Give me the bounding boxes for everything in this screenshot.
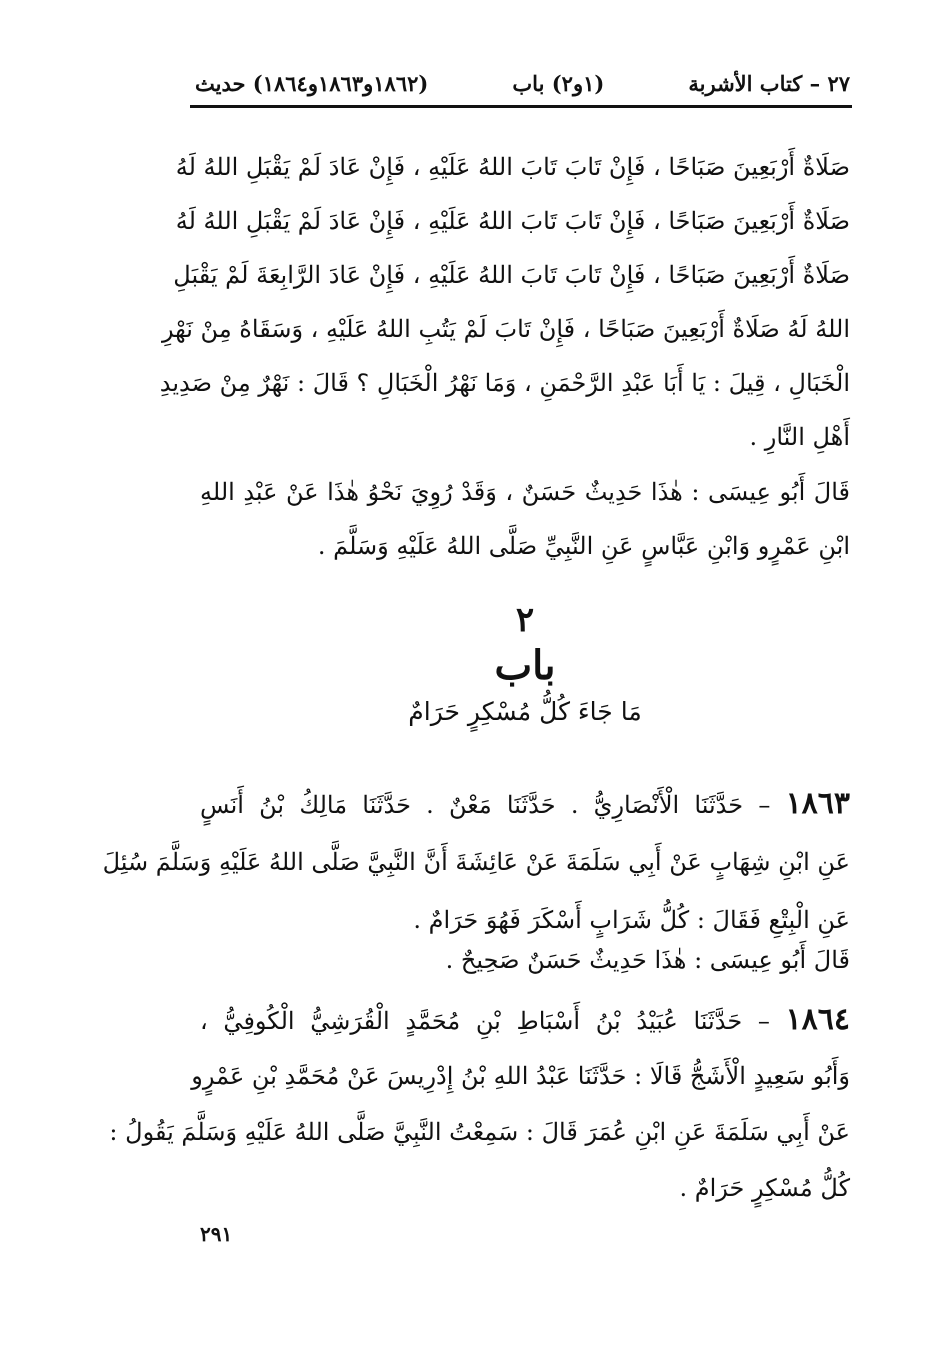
text-line: صَلَاةٌ أَرْبَعِينَ صَبَاحًا ، فَإِنْ تَابَ تَابَ اللهُ عَلَيْهِ ، فَإِنْ عَادَ لَمْ يَقْبَلِ اللهُ لَهُ [175, 207, 850, 235]
text-line: ابْنِ عَمْرٍو وَابْنِ عَبَّاسٍ عَنِ النَّبِيِّ صَلَّى اللهُ عَلَيْهِ وَسَلَّمَ . [317, 532, 850, 560]
header-hadith-range: (١٨٦٢و١٨٦٣و١٨٦٤) حديث [195, 70, 429, 96]
chapter-title: مَا جَاءَ كُلُّ مُسْكِرٍ حَرَامٌ [408, 697, 642, 726]
text-line: أَهْلِ النَّارِ . [749, 423, 850, 451]
text-line: قَالَ أَبُو عِيسَى : هٰذَا حَدِيثٌ حَسَنٌ صَحِيحٌ . [445, 946, 850, 974]
text-line: عَنْ أَبِي سَلَمَةَ عَنِ ابْنِ عُمَرَ قَالَ : سَمِعْتُ النَّبِيَّ صَلَّى اللهُ عَلَيْهِ وَسَلَّمَ يَقُولُ : [109, 1118, 850, 1146]
header-book-title: ٢٧ – كتاب الأشربة [688, 70, 850, 96]
abu-isa-comment-paragraph [200, 465, 850, 573]
page-number: ٢٩١ [200, 1222, 233, 1246]
hadith-1863 [102, 775, 851, 949]
text-line: اللهُ لَهُ صَلَاةٌ أَرْبَعِينَ صَبَاحًا ، فَإِنْ تَابَ لَمْ يَتُبِ اللهُ عَلَيْهِ ، وَسَقَاهُ مِنْ نَهْرِ [161, 315, 850, 343]
header-chapter-range: (١و٢) باب [512, 70, 605, 96]
continued-hadith-paragraph [159, 140, 850, 464]
text-line: كُلُّ مُسْكِرٍ حَرَامٌ . [679, 1174, 850, 1202]
text-line: عَنِ ابْنِ شِهَابٍ عَنْ أَبِي سَلَمَةَ عَنْ عَائِشَةَ أَنَّ النَّبِيَّ صَلَّى اللهُ عَلَيْهِ وَسَلَّمَ سُئِلَ [102, 848, 850, 876]
header-rule [190, 105, 852, 108]
text-line [200, 992, 850, 1048]
text-line: وَأَبُو سَعِيدٍ الْأَشَجُّ قَالَا : حَدَّثَنَا عَبْدُ اللهِ بْنُ إِدْرِيسَ عَنْ مُحَمَّدِ بْنِ عَمْرٍو [191, 1062, 850, 1090]
hadith-text: – حَدَّثَنَا الْأَنْصَارِيُّ . حَدَّثَنَا مَعْنٌ . حَدَّثَنَا مَالِكُ بْنُ أَنَسٍ [200, 791, 771, 819]
text-line [200, 775, 850, 833]
text-line: صَلَاةٌ أَرْبَعِينَ صَبَاحًا ، فَإِنْ تَابَ تَابَ اللهُ عَلَيْهِ ، فَإِنْ عَادَ لَمْ يَقْبَلِ اللهُ لَهُ [175, 153, 850, 181]
text-line: قَالَ أَبُو عِيسَى : هٰذَا حَدِيثٌ حَسَنٌ ، وَقَدْ رُوِيَ نَحْوُ هٰذَا عَنْ عَبْدِ اللهِ [200, 478, 850, 506]
running-header [195, 66, 850, 100]
hadith-1863-grading [200, 935, 850, 985]
hadith-1864 [109, 992, 850, 1216]
chapter-heading: باب [494, 642, 556, 689]
text-line: عَنِ الْبِتْعِ فَقَالَ : كُلُّ شَرَابٍ أَسْكَرَ فَهُوَ حَرَامٌ . [413, 906, 850, 934]
hadith-number: ١٨٦٤ [785, 1002, 850, 1037]
text-line: صَلَاةٌ أَرْبَعِينَ صَبَاحًا ، فَإِنْ تَابَ تَابَ اللهُ عَلَيْهِ ، فَإِنْ عَادَ الرَّابِعَةَ لَمْ يَقْبَلِ [173, 261, 850, 289]
text-line: الْخَبَالِ ، قِيلَ : يَا أَبَا عَبْدِ الرَّحْمَنِ ، وَمَا نَهْرُ الْخَبَالِ ؟ قَالَ : نَهْرٌ مِنْ صَدِيدِ [159, 369, 850, 397]
hadith-number: ١٨٦٣ [785, 786, 851, 821]
hadith-text: – حَدَّثَنَا عُبَيْدُ بْنُ أَسْبَاطِ بْنِ مُحَمَّدٍ الْقُرَشِيُّ الْكُوفِيُّ ، [200, 1007, 770, 1035]
chapter-number: ٢ [515, 600, 535, 640]
